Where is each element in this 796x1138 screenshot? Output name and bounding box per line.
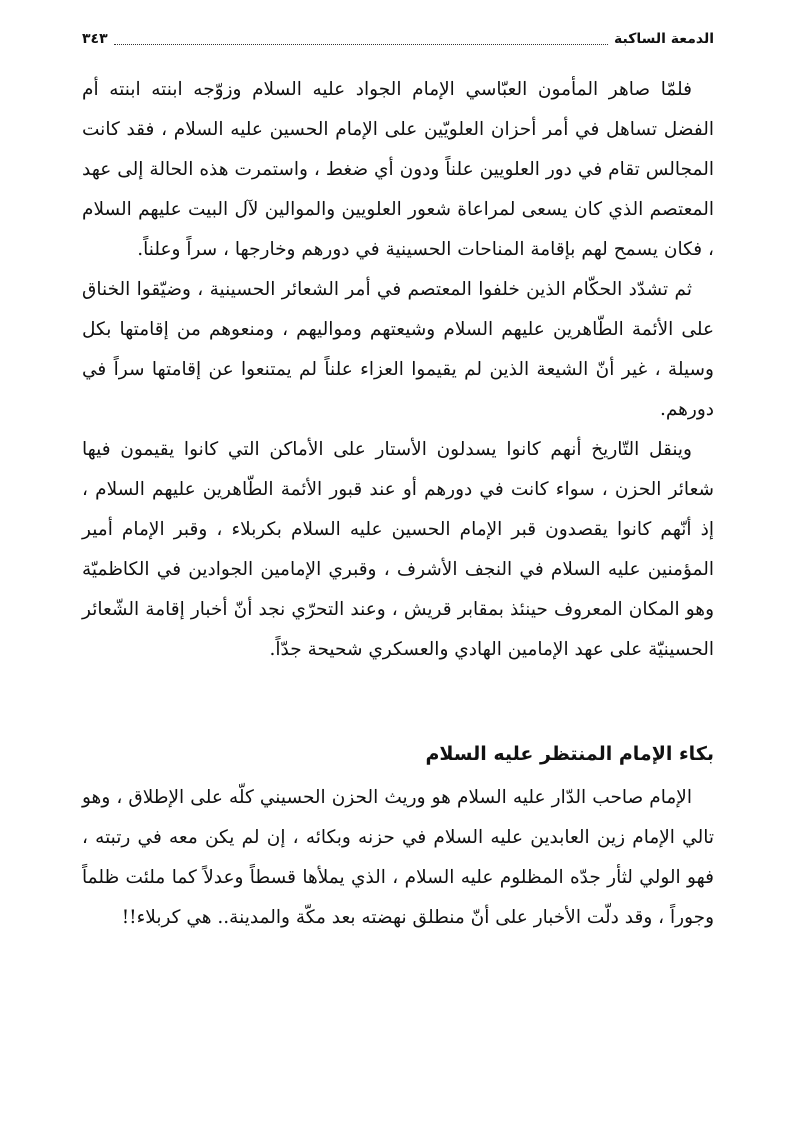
section-title: بكاء الإمام المنتظر عليه السلام [425,743,714,765]
running-header [82,28,714,50]
header-dotted-leader [114,34,608,45]
paragraph-1: فلمّا صاهر المأمون العبّاسي الإمام الجواد عليه السلام وزوّجه ابنته ابنته أم الفضل تساهل في أمر أحزان العلويّين على الإمام الحسين عليه السلام ، فقد كانت المجالس تقام في دور العلويين علناً ودون أي ضغط ، واستمرت هذه الحالة إلى عهد المعتصم الذي كان يسعى لمراعاة شعور العلويين والموالين لآل البيت عليهم السلام ، فكان يسمح لهم بإقامة المناحات الحسينية في دورهم وخارجها ، سراً وعلناً. [82,79,714,260]
paragraph-2: ثم تشدّد الحكّام الذين خلفوا المعتصم في أمر الشعائر الحسينية ، وضيّقوا الخناق على الأئمة الطّاهرين عليهم السلام وشيعتهم ومواليهم ، ومنعوهم من إقامتها بكل وسيلة ، غير أنّ الشيعة الذين لم يقيموا العزاء علناً لم يمتنعوا عن إقامتها سراً في دورهم. [82,279,714,420]
section-paragraph-1: الإمام صاحب الدّار عليه السلام هو وريث الحزن الحسيني كلّه على الإطلاق ، وهو تالي الإمام زين العابدين عليه السلام في حزنه وبكائه ، إن لم يكن معه في رتبته ، فهو الولي لثأر جدّه المظلوم عليه السلام ، الذي يملأها قسطاً وعدلاً كما ملئت ظلماً وجوراً ، وقد دلّت الأخبار على أنّ منطلق نهضته بعد مكّة والمدينة.. هي كربلاء!! [82,787,714,928]
paragraph-3: وينقل التّاريخ أنهم كانوا يسدلون الأستار على الأماكن التي كانوا يقيمون فيها شعائر الحزن ، سواء كانت في دورهم أو عند قبور الأئمة الطّاهرين عليهم السلام ، إذ أنّهم كانوا يقصدون قبر الإمام الحسين عليه السلام بكربلاء ، وقبر الإمام أمير المؤمنين عليه السلام في النجف الأشرف ، وقبري الإمامين الجوادين في الكاظميّة وهو المكان المعروف حينئذ بمقابر قريش ، وعند التحرّي نجد أنّ أخبار إقامة الشّعائر الحسينيّة على عهد الإمامين الهادي والعسكري شحيحة جدّاً. [82,439,714,660]
page-number: ٣٤٣ [82,31,108,47]
book-title: الدمعة الساكبة [614,31,714,47]
page-body [82,70,714,938]
